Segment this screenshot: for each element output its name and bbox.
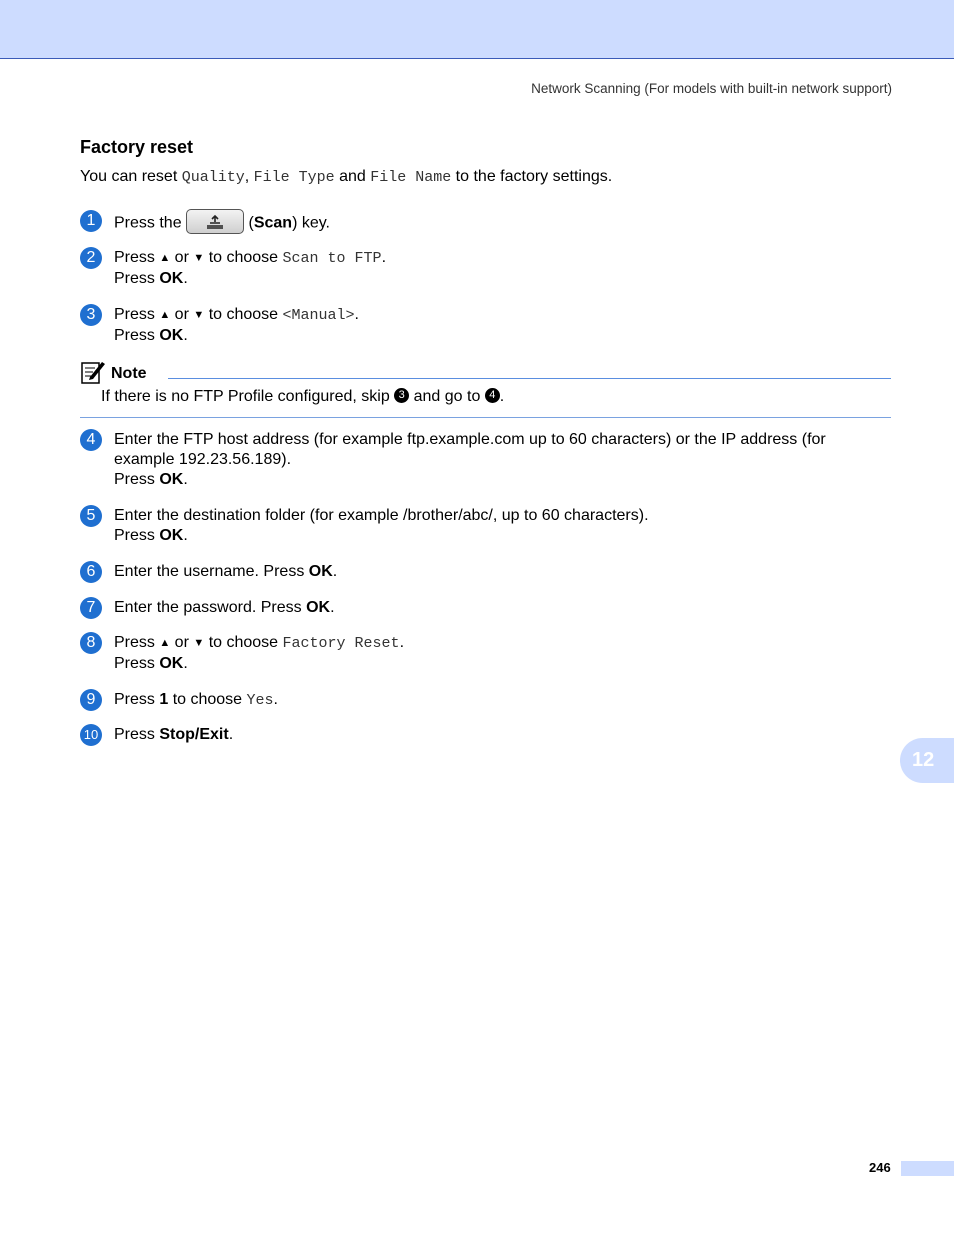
- step-text: to choose: [168, 691, 247, 708]
- step-text: to choose: [204, 306, 283, 323]
- down-arrow-icon: ▼: [193, 309, 205, 321]
- running-header: Network Scanning (For models with built-in network support): [531, 81, 892, 96]
- lcd-text: Factory Reset: [282, 635, 400, 652]
- step-text: .: [399, 634, 405, 651]
- note-text-part: If there is no FTP Profile configured, skip: [101, 388, 395, 405]
- step-number: 7: [80, 597, 102, 619]
- down-arrow-icon: ▼: [193, 637, 205, 649]
- pencil-note-icon: [80, 359, 106, 385]
- lcd-text: Yes: [246, 692, 274, 709]
- step-text: .: [183, 327, 188, 344]
- note-rule-bottom: [80, 417, 891, 418]
- step-number: 3: [80, 304, 102, 326]
- step-text: or: [170, 249, 194, 266]
- step-text: .: [273, 691, 278, 708]
- step-text: .: [183, 527, 188, 544]
- step-text: Press: [114, 634, 160, 651]
- note-rule-top: [168, 378, 891, 379]
- note-label: Note: [111, 365, 147, 382]
- scan-key-icon: [186, 209, 244, 234]
- step-text: Press: [114, 306, 160, 323]
- step-text: ) key.: [292, 214, 330, 232]
- step-body: [114, 430, 894, 490]
- down-arrow-icon: ▼: [193, 252, 205, 264]
- step-bold: OK: [159, 527, 184, 544]
- step-body: [114, 598, 894, 618]
- step-number: 5: [80, 505, 102, 527]
- step-body: [114, 690, 894, 711]
- top-band: [0, 0, 954, 59]
- step-text: to choose: [204, 634, 283, 651]
- step-body: [114, 725, 894, 745]
- step-text: or: [170, 634, 194, 651]
- step-body: [114, 633, 894, 674]
- step-number: 8: [80, 632, 102, 654]
- step-ref-4: 4: [485, 388, 500, 403]
- intro-and: and: [334, 168, 371, 185]
- step-body: [114, 305, 894, 346]
- step-text: .: [330, 599, 335, 616]
- step-bold: OK: [159, 471, 184, 488]
- intro-quality: Quality: [181, 169, 245, 186]
- intro-text: You can reset: [80, 168, 182, 185]
- step-text: .: [354, 306, 359, 323]
- step-text: (: [244, 214, 254, 232]
- step-text: .: [228, 726, 234, 743]
- step-ref-3: 3: [394, 388, 409, 403]
- intro-file-type: File Type: [253, 169, 335, 186]
- lcd-text: <Manual>: [282, 307, 355, 324]
- page-bar: [901, 1161, 954, 1176]
- step-text: Press: [114, 471, 160, 488]
- step-text: Press: [114, 691, 160, 708]
- step-number: 10: [80, 724, 102, 746]
- step-bold: OK: [159, 655, 184, 672]
- step-text: .: [183, 270, 188, 287]
- lcd-text: Scan to FTP: [282, 250, 382, 267]
- step-body: [114, 248, 894, 289]
- step-text: Press: [114, 655, 160, 672]
- section-title: Factory reset: [80, 137, 194, 157]
- step-text: Enter the username. Press: [114, 563, 309, 580]
- step-text: to choose: [204, 249, 283, 266]
- step-text: example 192.23.56.189).: [114, 451, 292, 468]
- step-text: Enter the FTP host address (for example ftp.example.com up to 60 characters) or the IP address (for: [114, 431, 826, 448]
- step-text: Press: [114, 249, 160, 266]
- up-arrow-icon: ▲: [159, 309, 171, 321]
- step-bold: OK: [306, 599, 331, 616]
- step-text: .: [183, 471, 188, 488]
- step-number: 1: [80, 210, 102, 232]
- up-arrow-icon: ▲: [159, 637, 171, 649]
- step-body: [114, 562, 894, 582]
- step-text: .: [332, 563, 338, 580]
- step-bold: Scan: [253, 214, 293, 232]
- intro-sep: ,: [244, 168, 254, 185]
- step-number: 4: [80, 429, 102, 451]
- step-bold: Stop/Exit: [159, 726, 229, 743]
- step-text: Press: [114, 527, 160, 544]
- step-text: Press: [114, 726, 160, 743]
- step-body: [114, 211, 894, 236]
- step-text: Press: [114, 327, 160, 344]
- step-bold: 1: [159, 691, 169, 708]
- step-number: 2: [80, 247, 102, 269]
- intro-file-name: File Name: [370, 169, 452, 186]
- up-arrow-icon: ▲: [159, 252, 171, 264]
- intro-text-end: to the factory settings.: [451, 168, 613, 185]
- step-text: .: [183, 655, 188, 672]
- step-bold: OK: [308, 563, 333, 580]
- step-text: Press the: [114, 214, 187, 232]
- step-text: .: [381, 249, 387, 266]
- intro-paragraph: [80, 168, 612, 186]
- step-bold: OK: [159, 270, 184, 287]
- step-number: 9: [80, 689, 102, 711]
- page-number: 246: [869, 1160, 891, 1175]
- step-text: Enter the destination folder (for example /brother/abc/, up to 60 characters).: [114, 507, 649, 524]
- note-text-part: and go to: [409, 388, 485, 405]
- step-number: 6: [80, 561, 102, 583]
- step-text: or: [170, 306, 194, 323]
- step-body: [114, 506, 894, 546]
- step-text: Enter the password. Press: [114, 599, 307, 616]
- chapter-tab: 12: [900, 738, 954, 783]
- step-bold: OK: [159, 327, 184, 344]
- step-text: Press: [114, 270, 160, 287]
- note-text: [101, 388, 504, 406]
- note-text-part: .: [499, 388, 505, 405]
